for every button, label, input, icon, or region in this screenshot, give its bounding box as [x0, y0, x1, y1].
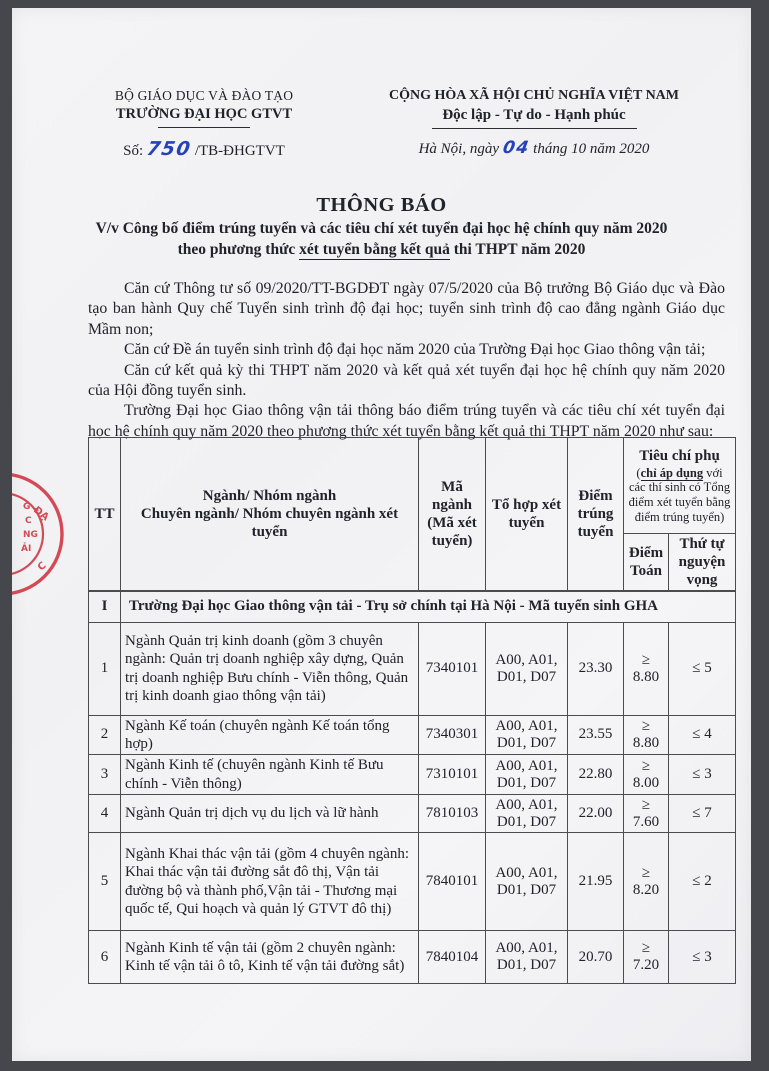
table-row [89, 833, 736, 931]
tcp-note-underlined: chỉ áp dụng [640, 465, 704, 480]
tcp-note-pre: ( [636, 465, 641, 480]
table-row [89, 795, 736, 833]
table-row [89, 755, 736, 795]
row-ma: 7310101 [419, 755, 486, 795]
paragraph: Căn cứ Thông tư số 09/2020/TT-BGDĐT ngày 07/5/2020 của Bộ trưởng Bộ Giáo dục và Đào tạo ban hành Quy chế Tuyển sinh trình độ đại học; tuyển sinh trình độ cao đẳng ngành Giáo dục Mầm non; [88, 280, 725, 338]
header-nganh-line2: Chuyên ngành/ Nhóm chuyên ngành xét tuyển [140, 506, 399, 540]
document-number-handwritten: 750 [144, 138, 194, 160]
date-prefix: Hà Nội, ngày [418, 141, 499, 157]
row-ma: 7810103 [419, 795, 486, 833]
row-nganh: Ngành Kinh tế vận tải (gồm 2 chuyên ngành: Kinh tế vận tải ô tô, Kinh tế vận tải đường sắt) [121, 931, 419, 984]
paragraph: Căn cứ Đề án tuyển sinh trình độ đại học năm 2020 của Trường Đại học Giao thông vận tải; [124, 341, 706, 359]
subtitle2-pre: theo phương thức [177, 241, 300, 258]
document-number-suffix: /TB-ĐHGTVT [194, 143, 285, 159]
row-tohop: A00, A01, D01, D07 [486, 833, 568, 931]
row-diem: 23.30 [568, 622, 624, 715]
subtitle2-underlined: xét tuyển bằng kết quả [299, 241, 450, 258]
row-nv: ≤ 4 [669, 715, 736, 755]
tieu-chi-phu-note [628, 466, 731, 524]
row-tohop: A00, A01, D01, D07 [486, 931, 568, 984]
subtitle2-post: thi THPT năm 2020 [449, 241, 586, 258]
admission-score-table [88, 437, 736, 984]
header-diem-trung-tuyen: Điểm trúng tuyển [568, 438, 624, 592]
section-title: Trường Đại học Giao thông vận tải - Trụ sở chính tại Hà Nội - Mã tuyển sinh GHA [121, 591, 736, 622]
row-nv: ≤ 2 [669, 833, 736, 931]
header-nganh [121, 438, 419, 592]
national-block [348, 88, 720, 158]
row-toan: ≥ 8.00 [624, 755, 669, 795]
row-nv: ≤ 3 [669, 755, 736, 795]
header-diem-toan: Điểm Toán [624, 534, 669, 592]
body-text [88, 279, 725, 442]
official-stamp [12, 461, 77, 607]
stamp-arc-text: C [35, 560, 49, 574]
title-block [12, 194, 751, 259]
row-nv: ≤ 3 [669, 931, 736, 984]
row-tt: 2 [89, 715, 121, 755]
date-line [348, 138, 720, 158]
row-tt: 1 [89, 622, 121, 715]
row-tt: 5 [89, 833, 121, 931]
row-ma: 7840101 [419, 833, 486, 931]
national-motto-line2: Độc lập - Tự do - Hạnh phúc [442, 107, 626, 123]
row-diem: 21.95 [568, 833, 624, 931]
row-nganh: Ngành Khai thác vận tải (gồm 4 chuyên ngành: Khai thác vận tải đường sắt đô thị, Vận tải đường bộ và thành phố,Vận tải - Thương mại quốc tế, Qui hoạch và quản lý GTVT đô thị) [121, 833, 419, 931]
stamp-inner-text: G [23, 502, 31, 512]
header-ma-nganh: Mã ngành (Mã xét tuyển) [419, 438, 486, 592]
row-nganh: Ngành Quản trị dịch vụ du lịch và lữ hành [121, 795, 419, 833]
date-day-handwritten: 04 [500, 138, 532, 158]
row-ma: 7840104 [419, 931, 486, 984]
row-diem: 22.80 [568, 755, 624, 795]
table-row [89, 715, 736, 755]
issuer-block [70, 88, 338, 160]
row-diem: 20.70 [568, 931, 624, 984]
document-subtitle-line2 [12, 240, 751, 259]
row-toan: ≥ 8.20 [624, 833, 669, 931]
row-tohop: A00, A01, D01, D07 [486, 622, 568, 715]
row-nganh: Ngành Kinh tế (chuyên ngành Kinh tế Bưu chính - Viễn thông) [121, 755, 419, 795]
document-page [12, 8, 751, 1061]
row-tohop: A00, A01, D01, D07 [486, 715, 568, 755]
stamp-inner-text: NG [23, 530, 38, 540]
stamp-inner-text: C [25, 516, 32, 526]
row-tt: 4 [89, 795, 121, 833]
paragraph: Trường Đại học Giao thông vận tải thông báo điểm trúng tuyển và các tiêu chí xét tuyển đại học hệ chính quy năm 2020 theo phương thức xét tuyển bằng kết quả thi THPT năm 2020 như sau: [88, 402, 725, 440]
table-row [89, 622, 736, 715]
header-thu-tu-nguyen-vong: Thứ tự nguyện vọng [669, 534, 736, 592]
row-nganh: Ngành Kế toán (chuyên ngành Kế toán tổng hợp) [121, 715, 419, 755]
motto-divider [432, 128, 637, 129]
date-suffix: tháng 10 năm 2020 [533, 141, 650, 157]
document-title: THÔNG BÁO [316, 194, 447, 216]
document-subtitle-line1: V/v Công bố điểm trúng tuyển và các tiêu chí xét tuyển đại học hệ chính quy năm 2020 [95, 220, 668, 237]
row-tt: 6 [89, 931, 121, 984]
national-motto-line1: CỘNG HÒA XÃ HỘI CHỦ NGHĨA VIỆT NAM [388, 88, 679, 103]
row-nv: ≤ 7 [669, 795, 736, 833]
section-row [89, 591, 736, 622]
row-toan: ≥ 7.60 [624, 795, 669, 833]
header-to-hop: Tổ hợp xét tuyển [486, 438, 568, 592]
university-name: TRƯỜNG ĐẠI HỌC GTVT [115, 106, 293, 122]
row-tohop: A00, A01, D01, D07 [486, 755, 568, 795]
document-number [70, 138, 338, 160]
row-toan: ≥ 7.20 [624, 931, 669, 984]
stamp-arc-text: ĐẠ [31, 504, 51, 524]
document-number-label: Số: [123, 143, 144, 159]
row-ma: 7340301 [419, 715, 486, 755]
row-ma: 7340101 [419, 622, 486, 715]
row-tohop: A00, A01, D01, D07 [486, 795, 568, 833]
row-nv: ≤ 5 [669, 622, 736, 715]
stamp-inner-text: ẢI [21, 544, 32, 554]
ministry-name: BỘ GIÁO DỤC VÀ ĐÀO TẠO [114, 88, 294, 103]
paragraph: Căn cứ kết quả kỳ thi THPT năm 2020 và kết quả xét tuyển đại học hệ chính quy năm 2020 của Hội đồng tuyển sinh. [88, 361, 725, 400]
row-toan: ≥ 8.80 [624, 715, 669, 755]
tieu-chi-phu-title: Tiêu chí phụ [639, 447, 720, 464]
issuer-divider [158, 127, 250, 128]
table-header-row-1 [89, 438, 736, 534]
header-tieu-chi-phu [624, 438, 736, 534]
tcp-note-post: với các thí sinh có Tổng điểm xét tuyển bằng điểm trúng tuyển) [628, 465, 731, 524]
row-nganh: Ngành Quản trị kinh doanh (gồm 3 chuyên ngành: Quản trị doanh nghiệp xây dựng, Quản trị doanh nghiệp Bưu chính - Viễn thông, Quản trị kinh doanh giao thông vận tải) [121, 622, 419, 715]
row-tt: 3 [89, 755, 121, 795]
row-toan: ≥ 8.80 [624, 622, 669, 715]
header-nganh-line1: Ngành/ Nhóm ngành [202, 488, 337, 504]
row-diem: 22.00 [568, 795, 624, 833]
header-tt: TT [89, 438, 121, 592]
row-diem: 23.55 [568, 715, 624, 755]
table-row [89, 931, 736, 984]
section-number: I [89, 591, 121, 622]
